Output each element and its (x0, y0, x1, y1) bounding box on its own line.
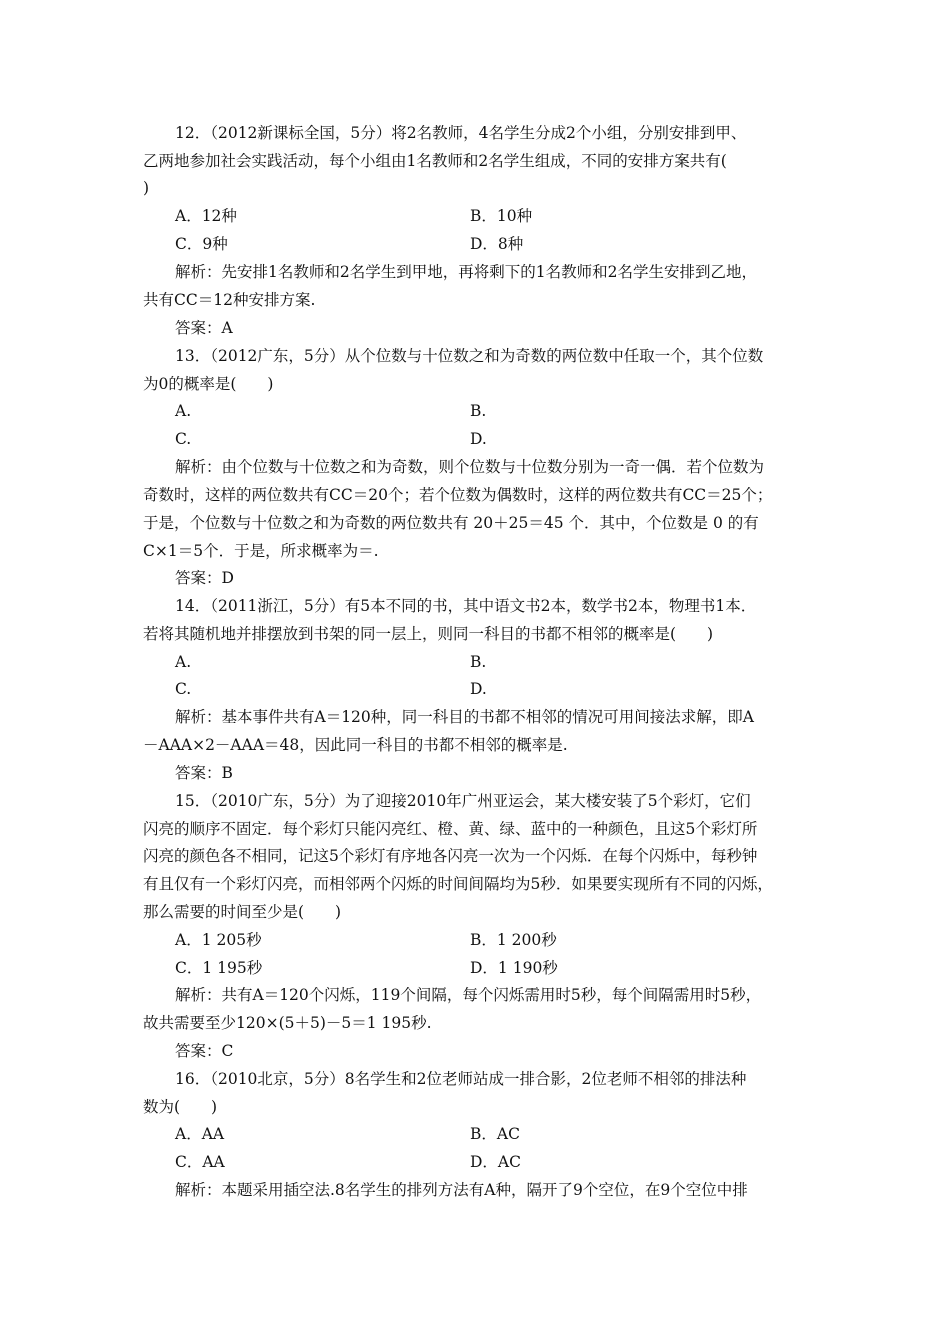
q13-option-d: D. (470, 430, 487, 448)
q15-option-a: A．1 205秒 (175, 931, 262, 949)
q15-stem-line-3: 闪亮的颜色各不相同，记这5个彩灯有序地各闪亮一次为一个闪烁．在每个闪烁中，每秒钟 (143, 847, 758, 865)
q14-option-a: A. (175, 653, 192, 671)
q15-analysis-line-1: 解析：共有A＝120个闪烁，119个间隔，每个闪烁需用时5秒，每个间隔需用时5秒， (175, 986, 762, 1004)
q16-stem-line-2: 数为( ) (143, 1098, 218, 1116)
q15-stem-line-1: 15．（2010广东，5分）为了迎接2010年广州亚运会，某大楼安装了5个彩灯，它们 (175, 792, 751, 810)
q14-option-b: B. (470, 653, 487, 671)
q12-option-d: D．8种 (470, 235, 524, 253)
q12-stem-line-3: ) (143, 179, 150, 197)
q14-option-d: D. (470, 680, 487, 698)
q15-option-b: B．1 200秒 (470, 931, 557, 949)
q16-analysis-line-1: 解析：本题采用插空法.8名学生的排列方法有A种，隔开了9个空位，在9个空位中排 (175, 1181, 748, 1199)
q16-option-d: D．AC (470, 1153, 521, 1171)
q12-stem-line-1: 12．（2012新课标全国，5分）将2名教师，4名学生分成2个小组，分别安排到甲、 (175, 124, 747, 142)
q16-option-c: C．AA (175, 1153, 225, 1171)
q12-option-b: B．10种 (470, 207, 533, 225)
q15-option-c: C．1 195秒 (175, 959, 263, 977)
q14-answer: 答案：B (175, 764, 233, 782)
q13-analysis-line-1: 解析：由个位数与十位数之和为奇数，则个位数与十位数分别为一奇一偶．若个位数为 (175, 458, 765, 476)
q12-answer: 答案：A (175, 319, 233, 337)
q13-stem-line-1: 13．（2012广东，5分）从个位数与十位数之和为奇数的两位数中任取一个，其个位数 (175, 347, 764, 365)
q15-analysis-line-2: 故共需要至少120×(5＋5)－5＝1 195秒. (143, 1014, 432, 1032)
q16-option-a: A．AA (175, 1125, 225, 1143)
q14-analysis-line-1: 解析：基本事件共有A＝120种，同一科目的书都不相邻的情况可用间接法求解，即A (175, 708, 754, 726)
q14-stem-line-2: 若将其随机地并排摆放到书架的同一层上，则同一科目的书都不相邻的概率是( ) (143, 625, 714, 643)
q14-stem-line-1: 14．（2011浙江，5分）有5本不同的书，其中语文书2本，数学书2本，物理书1本． (175, 597, 757, 615)
q12-option-c: C．9种 (175, 235, 228, 253)
q13-analysis-line-3: 于是，个位数与十位数之和为奇数的两位数共有 20＋25＝45 个．其中，个位数是 0 的有 (143, 514, 759, 532)
q12-analysis-line-1: 解析：先安排1名教师和2名学生到甲地，再将剩下的1名教师和2名学生安排到乙地， (175, 263, 757, 281)
q15-stem-line-5: 那么需要的时间至少是( ) (143, 903, 342, 921)
q15-stem-line-4: 有且仅有一个彩灯闪亮，而相邻两个闪烁的时间间隔均为5秒．如果要实现所有不同的闪烁， (143, 875, 773, 893)
q13-option-a: A. (175, 402, 192, 420)
q15-option-d: D．1 190秒 (470, 959, 558, 977)
q13-analysis-line-2: 奇数时，这样的两位数共有CC＝20个；若个位数为偶数时，这样的两位数共有CC＝25个； (143, 486, 773, 504)
q12-stem-line-2: 乙两地参加社会实践活动，每个小组由1名教师和2名学生组成，不同的安排方案共有( (143, 152, 727, 170)
q13-option-c: C. (175, 430, 192, 448)
q13-answer: 答案：D (175, 569, 234, 587)
q16-stem-line-1: 16．（2010北京，5分）8名学生和2位老师站成一排合影，2位老师不相邻的排法种 (175, 1070, 747, 1088)
q16-option-b: B．AC (470, 1125, 520, 1143)
q15-stem-line-2: 闪亮的顺序不固定．每个彩灯只能闪亮红、橙、黄、绿、蓝中的一种颜色，且这5个彩灯所 (143, 820, 758, 838)
q13-analysis-line-4: C×1＝5个．于是，所求概率为＝. (143, 542, 379, 560)
q14-option-c: C. (175, 680, 192, 698)
q14-analysis-line-2: －AAA×2－AAA＝48，因此同一科目的书都不相邻的概率是. (143, 736, 568, 754)
q12-analysis-line-2: 共有CC＝12种安排方案. (143, 291, 316, 309)
q13-option-b: B. (470, 402, 487, 420)
q12-option-a: A．12种 (175, 207, 237, 225)
q15-answer: 答案：C (175, 1042, 234, 1060)
q13-stem-line-2: 为0的概率是( ) (143, 375, 274, 393)
